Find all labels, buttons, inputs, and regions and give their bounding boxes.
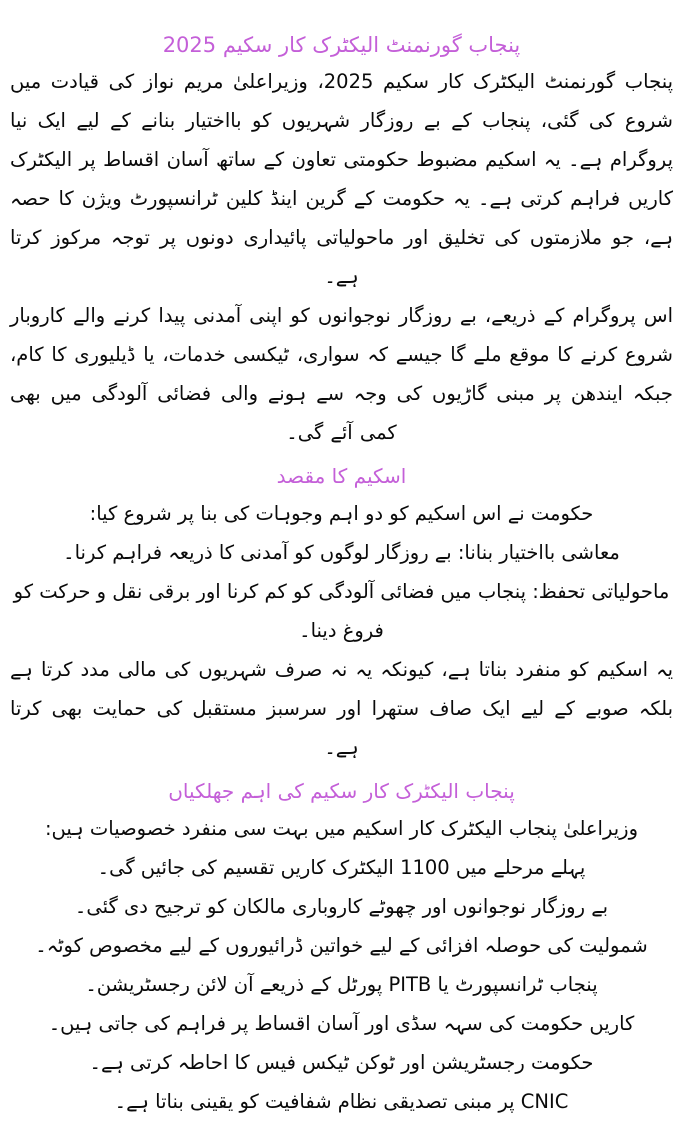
intro-paragraph-1: پنجاب گورنمنٹ الیکٹرک کار سکیم 2025، وزیراعلیٰ مریم نواز کی قیادت میں شروع کی گئی، پنجاب کے بے روزگار شہریوں کو بااختیار بنانے کے لیے ایک نیا پروگرام ہے۔ یہ اسکیم مضبوط حکومتی تعاون کے ساتھ آسان اقساط پر الیکٹرک کاریں فراہم کرتی ہے۔ یہ حکومت کے گرین اینڈ کلین ٹرانسپورٹ ویژن کا حصہ ہے، جو ملازمتوں کی تخلیق اور ماحولیاتی پائیداری دونوں پر توجہ مرکوز کرتا ہے۔ [10,70,674,288]
highlight-point: حکومت رجسٹریشن اور ٹوکن ٹیکس فیس کا احاطہ کرتی ہے۔ [89,1051,594,1074]
purpose-lead-text: حکومت نے اس اسکیم کو دو اہم وجوہات کی بنا پر شروع کیا: [89,502,594,525]
purpose-closing-text: یہ اسکیم کو منفرد بناتا ہے، کیونکہ یہ نہ صرف شہریوں کی مالی مدد کرتا ہے بلکہ صوبے کے لیے ایک صاف ستھرا اور سرسبز مستقبل کی حمایت بھی کرتا ہے۔ [10,658,673,759]
purpose-point: ماحولیاتی تحفظ: پنجاب میں فضائی آلودگی کو کم کرنا اور برقی نقل و حرکت کو فروغ دینا۔ [13,580,670,642]
highlights-lead-text: وزیراعلیٰ پنجاب الیکٹرک کار اسکیم میں بہت سی منفرد خصوصیات ہیں: [44,817,638,840]
section-heading-highlights: پنجاب الیکٹرک کار سکیم کی اہم جھلکیاں [168,779,515,803]
highlight-point: پنجاب ٹرانسپورٹ یا PITB پورٹل کے ذریعے آن لائن رجسٹریشن۔ [85,973,598,996]
purpose-point: معاشی بااختیار بنانا: بے روزگار لوگوں کو آمدنی کا ذریعہ فراہم کرنا۔ [63,541,620,564]
highlight-point: پہلے مرحلے میں 1100 الیکٹرک کاریں تقسیم کی جائیں گی۔ [97,856,586,879]
page-title: پنجاب گورنمنٹ الیکٹرک کار سکیم 2025 [162,33,521,57]
highlight-point: شمولیت کی حوصلہ افزائی کے لیے خواتین ڈرائیوروں کے لیے مخصوص کوٹہ۔ [35,934,648,957]
highlight-point: CNIC پر مبنی تصدیقی نظام شفافیت کو یقینی بناتا ہے۔ [114,1090,569,1113]
intro-paragraph-2: اس پروگرام کے ذریعے، بے روزگار نوجوانوں کو اپنی آمدنی پیدا کرنے والے کاروبار شروع کرنے کا موقع ملے گا جیسے کہ سواری، ٹیکسی خدمات، یا ڈیلیوری کا کام، جبکہ ایندھن پر مبنی گاڑیوں کی وجہ سے ہونے والی فضائی آلودگی میں بھی کمی آئے گی۔ [10,304,673,444]
highlight-point: بے روزگار نوجوانوں اور چھوٹے کاروباری مالکان کو ترجیح دی گئی۔ [74,895,609,918]
section-heading-purpose: اسکیم کا مقصد [276,464,407,488]
highlight-point: کاریں حکومت کی سہہ سڈی اور آسان اقساط پر فراہم کی جاتی ہیں۔ [48,1012,635,1035]
